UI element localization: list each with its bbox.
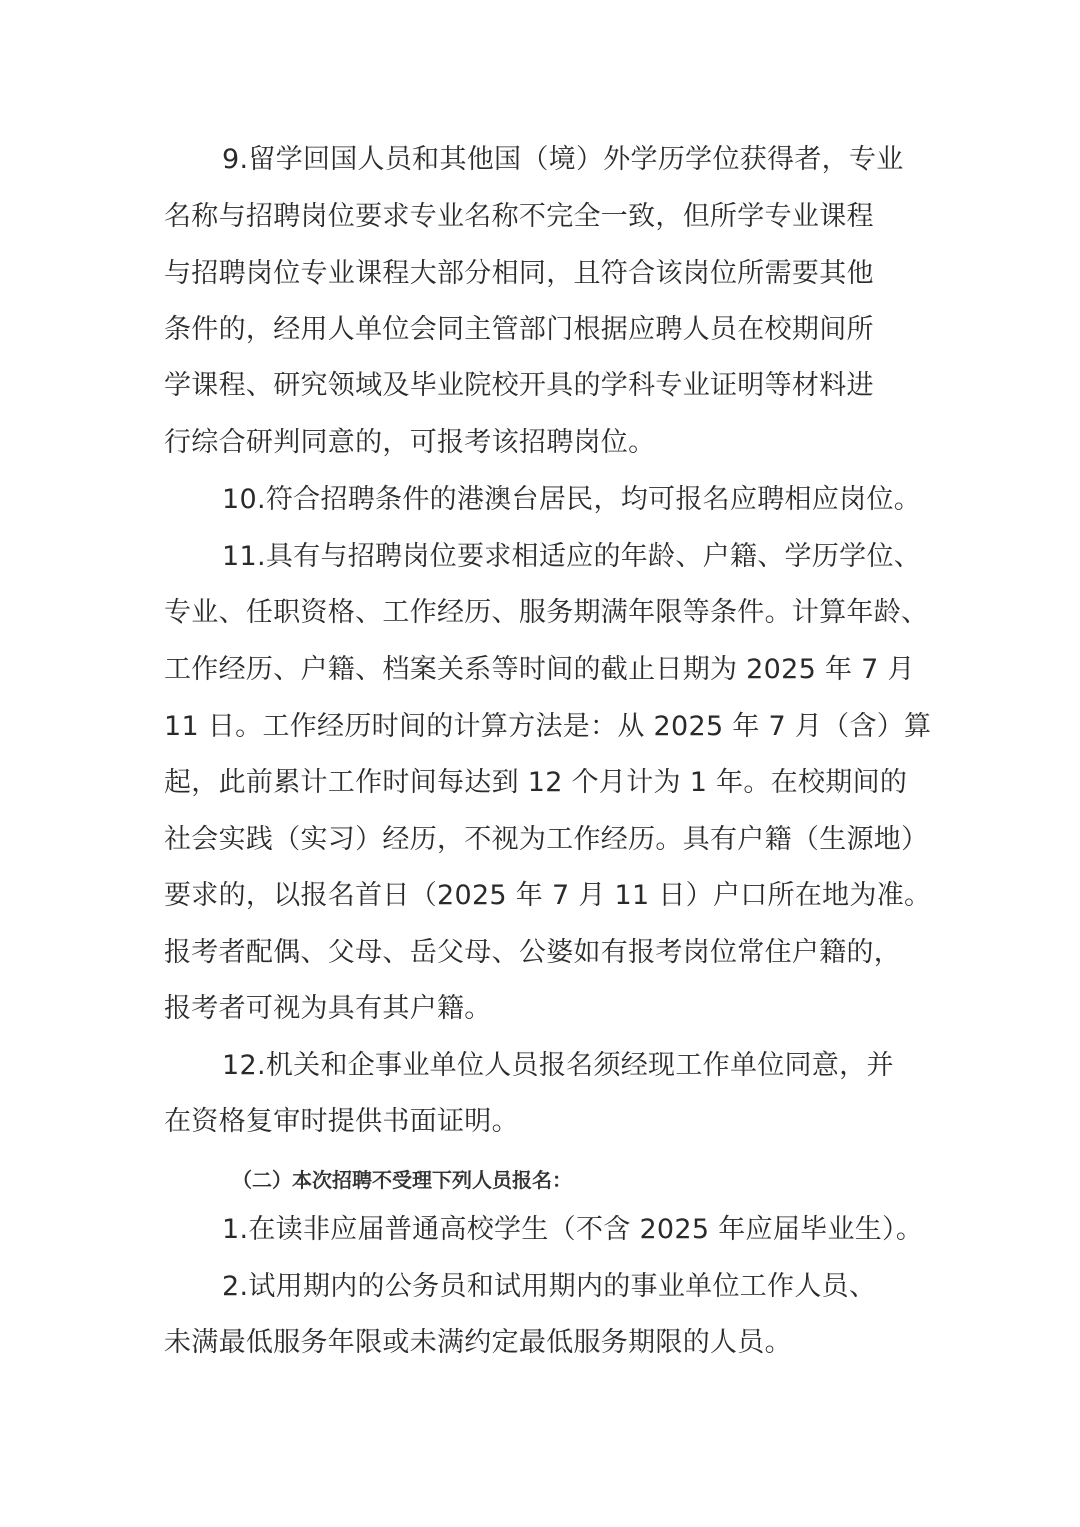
paragraph-line: 学课程、研究领域及毕业院校开具的学科专业证明等材料进 [164,370,874,401]
paragraph-line: 报考者配偶、父母、岳父母、公婆如有报考岗位常住户籍的， [164,937,902,968]
paragraph-line: 10.符合招聘条件的港澳台居民，均可报名应聘相应岗位。 [222,484,922,515]
paragraph-line: 报考者可视为具有其户籍。 [164,993,492,1024]
paragraph-line: 在资格复审时提供书面证明。 [164,1106,519,1137]
paragraph-line: 条件的，经用人单位会同主管部门根据应聘人员在校期间所 [164,314,874,345]
paragraph-line: 与招聘岗位专业课程大部分相同，且符合该岗位所需要其他 [164,258,874,289]
paragraph-line: 未满最低服务年限或未满约定最低服务期限的人员。 [164,1327,792,1358]
paragraph-line: 9.留学回国人员和其他国（境）外学历学位获得者，专业 [222,144,904,175]
paragraph-line: 1.在读非应届普通高校学生（不含 2025 年应届毕业生）。 [222,1214,924,1245]
paragraph-line: 名称与招聘岗位要求专业名称不完全一致，但所学专业课程 [164,201,874,232]
paragraph-line: 11 日。工作经历时间的计算方法是：从 2025 年 7 月（含）算 [164,711,932,742]
paragraph-line: 行综合研判同意的，可报考该招聘岗位。 [164,427,656,458]
paragraph-line: 起，此前累计工作时间每达到 12 个月计为 1 年。在校期间的 [164,767,908,798]
paragraph-line: 专业、任职资格、工作经历、服务期满年限等条件。计算年龄、 [164,597,929,628]
paragraph-line: 社会实践（实习）经历，不视为工作经历。具有户籍（生源地） [164,824,929,855]
paragraph-line: 2.试用期内的公务员和试用期内的事业单位工作人员、 [222,1271,877,1302]
paragraph-line: 要求的，以报名首日（2025 年 7 月 11 日）户口所在地为准。 [164,880,932,911]
paragraph-line: 12.机关和企事业单位人员报名须经现工作单位同意，并 [222,1050,894,1081]
section-heading: （二）本次招聘不受理下列人员报名： [232,1168,572,1192]
paragraph-line: 11.具有与招聘岗位要求相适应的年龄、户籍、学历学位、 [222,541,922,572]
paragraph-line: 工作经历、户籍、档案关系等时间的截止日期为 2025 年 7 月 [164,654,915,685]
